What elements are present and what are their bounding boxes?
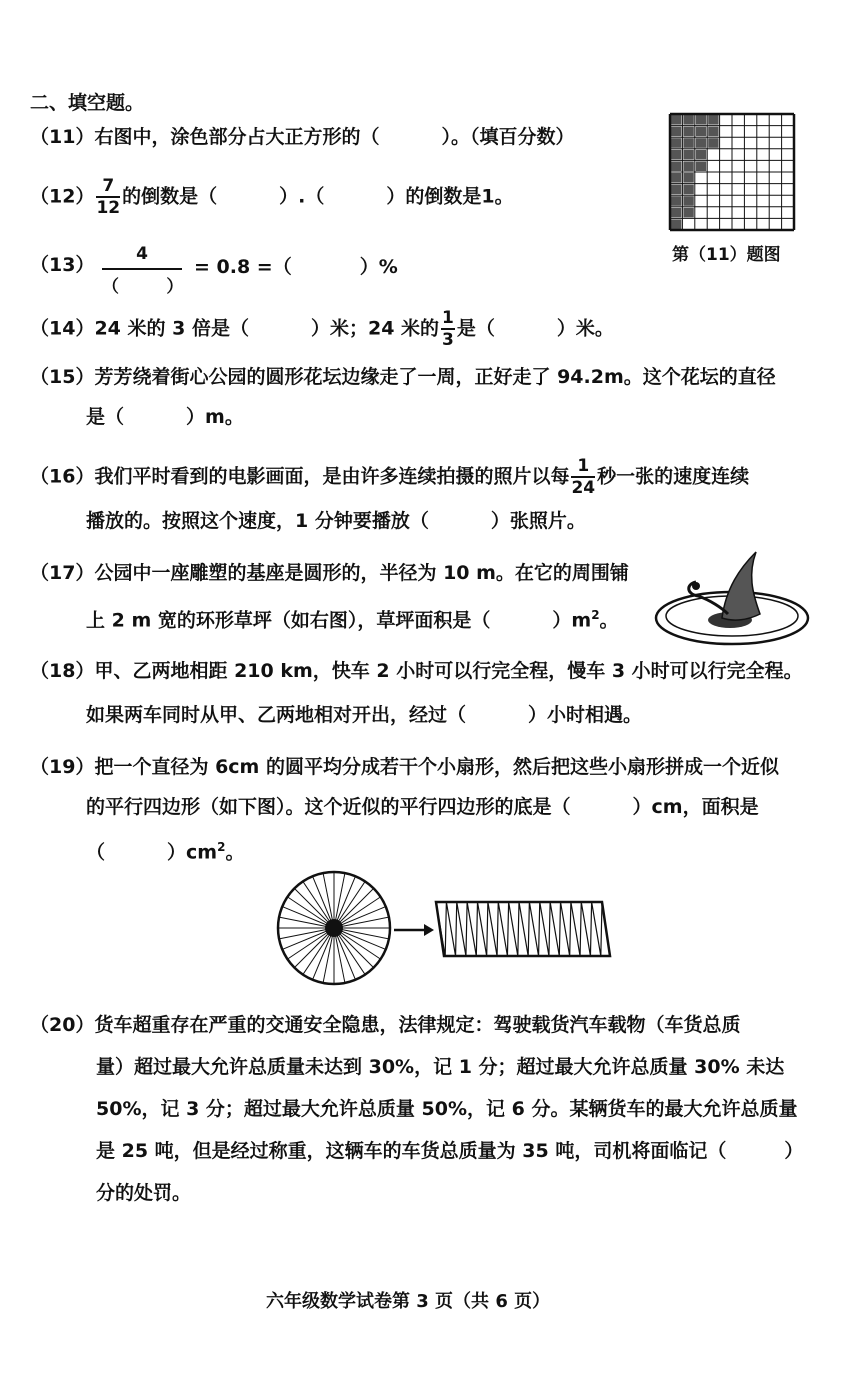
shaded-cell	[683, 196, 693, 206]
shaded-cell	[708, 138, 718, 148]
question-text: 的平行四边形（如下图）。这个近似的平行四边形的底是（	[86, 796, 571, 818]
question-text: 是（	[456, 317, 495, 340]
fraction-numerator: 4	[136, 244, 148, 264]
fraction-numerator: 7	[96, 176, 120, 198]
shaded-cell	[696, 150, 706, 160]
question-text: ）m	[552, 609, 592, 632]
question-17-line-2	[86, 600, 619, 635]
circle-to-parallelogram-figure	[276, 868, 616, 990]
question-text: 把一个直径为 6cm 的圆平均分成若干个小扇形，然后把这些小扇形拼成一个近似	[94, 756, 779, 778]
question-text: ）张照片。	[490, 510, 586, 532]
shaded-cell	[683, 161, 693, 171]
question-text: 右图中，涂色部分占大正方形的（	[94, 126, 380, 148]
question-15	[30, 362, 776, 392]
question-16-line-2	[86, 506, 586, 536]
question-13	[30, 250, 94, 280]
question-text: 。	[599, 609, 619, 632]
fraction-numerator: 1	[571, 456, 595, 478]
question-text: ）。（填百分数）	[441, 126, 575, 148]
question-text: ）小时相遇。	[528, 704, 643, 726]
shaded-cell	[708, 115, 718, 125]
question-text: ）米。	[556, 317, 614, 340]
question-20-line-2: 量）超过最大允许总质量未达到 30%，记 1 分；超过最大允许总质量 30% 未达	[96, 1056, 785, 1078]
shaded-cell	[671, 219, 681, 229]
sculpture-dot	[692, 582, 700, 590]
sculpture-lawn-figure	[652, 548, 812, 648]
question-20-line-4	[96, 1136, 803, 1166]
question-number: （17）	[30, 562, 95, 584]
shaded-cell	[671, 115, 681, 125]
question-text: 。	[225, 841, 245, 864]
question-19	[30, 752, 779, 782]
question-text: （	[86, 841, 106, 864]
fraction-denominator: 12	[96, 198, 121, 218]
question-12	[30, 176, 514, 218]
shaded-cell	[683, 150, 693, 160]
question-16	[30, 456, 749, 498]
shaded-cell	[671, 150, 681, 160]
question-text: ）cm	[167, 841, 218, 864]
question-text: ）cm，面积是	[632, 796, 759, 818]
fraction-numerator: 1	[442, 308, 454, 328]
fraction-denominator: 24	[571, 478, 596, 498]
question-text: 是 25 吨，但是经过称重，这辆车的车货总质量为 35 吨，司机将面临记（	[96, 1140, 727, 1162]
shaded-cell	[671, 208, 681, 218]
shaded-cell	[671, 196, 681, 206]
question-text: 货车超重存在严重的交通安全隐患，法律规定：驾驶载货汽车载物（车货总质	[94, 1014, 741, 1036]
fraction	[441, 308, 455, 350]
fraction	[96, 176, 120, 218]
circle-center	[325, 919, 343, 937]
question-text: 24 米的 3 倍是（	[94, 317, 249, 340]
question-number: （12）	[30, 185, 95, 208]
question-15-line-2	[86, 402, 244, 432]
question-number: （18）	[30, 660, 95, 682]
question-text: ）米；24 米的	[310, 317, 440, 340]
question-text: 芳芳绕着街心公园的圆形花坛边缘走了一周，正好走了 94.2m。这个花坛的直径	[94, 366, 776, 388]
arrow-head	[424, 924, 434, 936]
question-18	[30, 656, 803, 686]
shaded-cell	[696, 138, 706, 148]
question-number: （14）	[30, 317, 95, 340]
question-text: 秒一张的速度连续	[597, 465, 750, 488]
shaded-cell	[671, 138, 681, 148]
question-number: （16）	[30, 465, 95, 488]
figure-caption: 第（11）题图	[672, 245, 781, 265]
shaded-cell	[671, 127, 681, 137]
question-13-equation	[194, 252, 398, 282]
shaded-cell	[683, 138, 693, 148]
question-18-line-2	[86, 700, 642, 730]
question-text: ）m。	[186, 406, 244, 428]
question-number: （19）	[30, 756, 95, 778]
shaded-cell	[696, 161, 706, 171]
question-text: 是（	[86, 406, 125, 428]
question-17	[30, 558, 629, 588]
question-text: 上 2 m 宽的环形草坪（如右图），草坪面积是（	[86, 609, 491, 632]
grid-figure	[668, 112, 798, 234]
question-text: 我们平时看到的电影画面，是由许多连续拍摄的照片以每	[94, 465, 570, 488]
question-19-line-3	[86, 832, 244, 867]
question-text: ）.（	[279, 185, 325, 208]
shaded-cell	[671, 185, 681, 195]
superscript: 2	[217, 840, 226, 854]
question-text: ）的倒数是1。	[386, 185, 514, 208]
question-19-line-2	[86, 792, 759, 822]
question-20	[30, 1010, 740, 1040]
shaded-cell	[708, 127, 718, 137]
shaded-cell	[683, 127, 693, 137]
question-text: ）%	[359, 256, 398, 278]
page-footer: 六年级数学试卷第 3 页（共 6 页）	[266, 1291, 551, 1312]
question-number: （13）	[30, 254, 95, 276]
question-14	[30, 308, 614, 350]
question-text: 甲、乙两地相距 210 km，快车 2 小时可以行完全程，慢车 3 小时可以行完全程。	[94, 660, 803, 682]
fraction-denominator: （ ）	[102, 277, 184, 297]
shaded-cell	[671, 161, 681, 171]
question-11	[30, 122, 574, 152]
question-text: 播放的。按照这个速度，1 分钟要播放（	[86, 510, 429, 532]
shaded-cell	[683, 208, 693, 218]
fraction	[571, 456, 595, 498]
superscript: 2	[591, 608, 600, 622]
question-number: （15）	[30, 366, 95, 388]
question-text: 的倒数是（	[122, 185, 218, 208]
question-text: 如果两车同时从甲、乙两地相对开出，经过（	[86, 704, 467, 726]
question-20-line-5: 分的处罚。	[96, 1182, 192, 1204]
shaded-cell	[696, 127, 706, 137]
question-number: （11）	[30, 126, 95, 148]
question-number: （20）	[30, 1014, 95, 1036]
question-text: ）	[784, 1140, 804, 1162]
section-title: 二、填空题。	[30, 92, 145, 114]
shaded-cell	[683, 185, 693, 195]
fraction-denominator: 3	[442, 330, 454, 350]
question-text: = 0.8 =（	[194, 256, 292, 278]
question-20-line-3: 50%，记 3 分；超过最大允许总质量 50%，记 6 分。某辆货车的最大允许总质量	[96, 1098, 798, 1120]
fraction-bar	[102, 268, 182, 270]
sculpture-shape	[722, 552, 760, 620]
shaded-cell	[683, 115, 693, 125]
question-text: 公园中一座雕塑的基座是圆形的，半径为 10 m。在它的周围铺	[94, 562, 629, 584]
shaded-cell	[683, 173, 693, 183]
shaded-cell	[696, 115, 706, 125]
shaded-cell	[671, 173, 681, 183]
